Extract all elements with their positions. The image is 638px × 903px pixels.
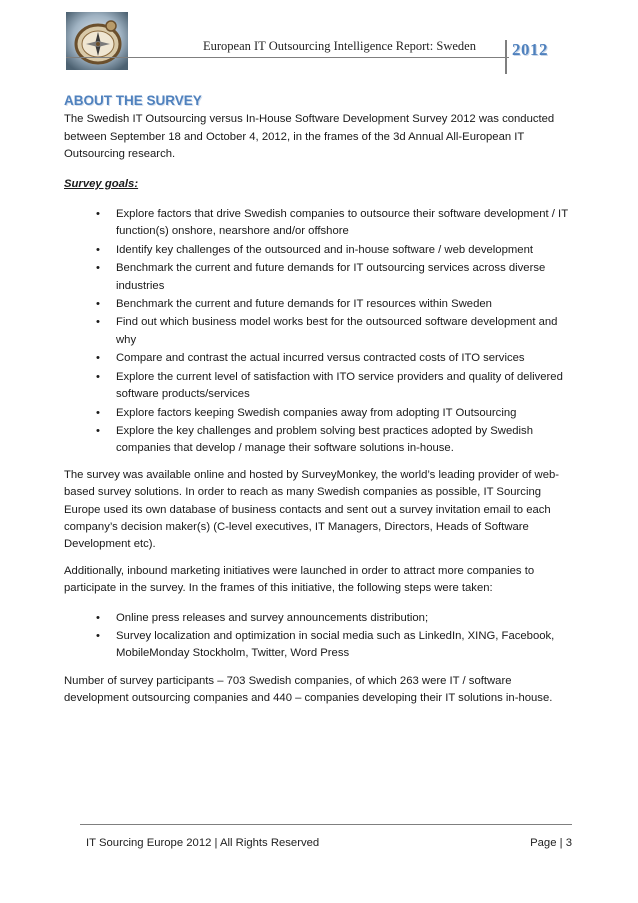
header-separator xyxy=(505,40,507,74)
footer-copyright: IT Sourcing Europe 2012 | All Rights Reserved xyxy=(86,837,320,849)
online-paragraph: The survey was available online and hosted by SurveyMonkey, the world’s leading provider of web-based survey solutions. In order to reach as many Swedish companies as possible, IT Sourcing Europe used its own database of business contacts and sent out a survey invitation email to each company’s decision maker(s) (C-level executives, IT Managers, Directors, Heads of Software Development etc). xyxy=(64,468,560,551)
list-item: • Identify key challenges of the outsourced and in-house software / web development xyxy=(64,242,572,259)
list-item: • Survey localization and optimization in social media such as LinkedIn, XING, Facebook, MobileMonday Stockholm, Twitter, Word Press xyxy=(64,628,572,663)
list-item: • Online press releases and survey announcements distribution; xyxy=(64,610,572,627)
list-item: • Explore the key challenges and problem solving best practices adopted by Swedish companies that develop / manage their software solutions in-house. xyxy=(64,423,572,458)
inbound-paragraph: Additionally, inbound marketing initiatives were launched in order to attract more companies to participate in the survey. In the frames of this initiative, the following steps were taken: xyxy=(64,564,535,595)
intro-paragraph: The Swedish IT Outsourcing versus In-House Software Development Survey 2012 was conducted between September 18 and October 4, 2012, in the frames of the 3d Annual All-European IT Outsourcing research. xyxy=(64,113,555,161)
section-title: ABOUT THE SURVEY xyxy=(64,93,202,108)
list-item: • Explore factors keeping Swedish companies away from adopting IT Outsourcing xyxy=(64,405,572,422)
list-item: • Explore the current level of satisfaction with ITO service providers and quality of delivered software products/services xyxy=(64,369,572,404)
footer-rule xyxy=(80,824,572,825)
participants-paragraph: Number of survey participants – 703 Swedish companies, of which 263 were IT / software development outsourcing companies and 440 – companies developing their IT solutions in-house. xyxy=(64,674,553,705)
header-title: European IT Outsourcing Intelligence Report: Sweden xyxy=(203,39,476,53)
page-content xyxy=(64,92,572,717)
page-footer xyxy=(80,824,576,864)
compass-icon xyxy=(66,12,128,70)
list-item: • Explore factors that drive Swedish companies to outsource their software development / IT function(s) onshore, nearshore and/or offshore xyxy=(64,206,572,241)
goals-label: Survey goals: xyxy=(64,177,139,190)
page-number: Page | 3 xyxy=(530,837,572,849)
list-item: • Benchmark the current and future demands for IT outsourcing services across diverse industries xyxy=(64,260,572,295)
header-year: 2012 xyxy=(512,40,548,59)
steps-list xyxy=(64,610,572,663)
list-item: • Benchmark the current and future demands for IT resources within Sweden xyxy=(64,296,572,313)
page-header xyxy=(0,0,638,80)
list-item: • Compare and contrast the actual incurred versus contracted costs of ITO services xyxy=(64,350,572,367)
goals-list xyxy=(64,206,572,458)
header-rule xyxy=(66,57,509,58)
list-item: • Find out which business model works best for the outsourced software development and why xyxy=(64,314,572,349)
